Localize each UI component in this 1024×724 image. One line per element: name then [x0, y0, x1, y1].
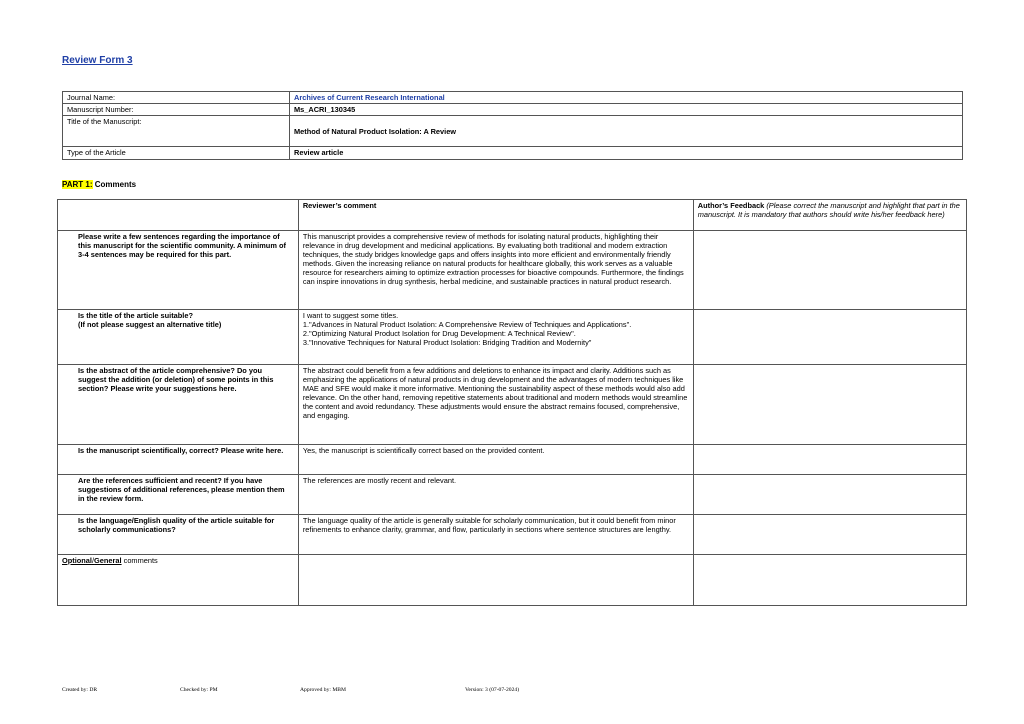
optional-label: Optional: [62, 556, 92, 565]
meta-row-journal: [63, 92, 963, 104]
meta-row-title: [63, 116, 963, 147]
reviewer-comment-header: [298, 200, 693, 231]
reviewer-comment-cell: The abstract could benefit from a few additions and deletions to enhance its impact and clarity. Additions such as emphasizing the applications of natural products in drug development and the advantages of modern techniques like MAE and SFE would make it more informative. Mentioning the sustainability aspect of these methods would also add relevance. On the other hand, removing repetitive statements about traditional and modern methods would streamline the content and avoid redundancy. These adjustments would ensure the abstract remains focused, comprehensive, and engaging.: [298, 365, 693, 445]
table-row: [58, 445, 967, 475]
table-row: [58, 310, 967, 365]
author-feedback-cell[interactable]: [693, 555, 966, 606]
question-cell: [58, 310, 299, 365]
meta-row-type: [63, 147, 963, 160]
question-cell: Is the language/English quality of the article suitable for scholarly communications?: [58, 515, 299, 555]
footer-version: Version: 3 (07-07-2024): [465, 687, 520, 693]
question-cell: Is the manuscript scientifically, correct? Please write here.: [58, 445, 299, 475]
optional-comments-row: [58, 555, 967, 606]
table-row: [58, 515, 967, 555]
header-blank-cell: [58, 200, 299, 231]
manuscript-info-table: [62, 91, 963, 160]
comments-label: comments: [121, 556, 158, 565]
author-feedback-cell[interactable]: [693, 310, 966, 365]
reviewer-comment-cell: Yes, the manuscript is scientifically correct based on the provided content.: [298, 445, 693, 475]
meta-row-manuscript-number: [63, 104, 963, 116]
manuscript-title-text: Method of Natural Product Isolation: A Review: [294, 126, 457, 136]
general-label: General: [94, 556, 122, 565]
author-feedback-header-bold: Author’s Feedback: [697, 201, 765, 210]
part-heading: [62, 180, 136, 189]
meta-label: Journal Name:: [63, 92, 290, 104]
table-row: [58, 231, 967, 310]
comments-table: [57, 199, 967, 606]
reviewer-comment-cell: [298, 310, 693, 365]
meta-label: Manuscript Number:: [63, 104, 290, 116]
reviewer-comment-cell: The language quality of the article is generally suitable for scholarly communication, but it could benefit from minor refinements to enhance clarity, grammar, and flow, particularly in sections where sentence structures are lengthy.: [298, 515, 693, 555]
table-row: [58, 475, 967, 515]
journal-name-value: Archives of Current Research International: [290, 92, 963, 104]
comments-header-row: [58, 200, 967, 231]
question-cell: Is the abstract of the article comprehensive? Do you suggest the addition (or deletion) of some points in this section? Please write your suggestions here.: [58, 365, 299, 445]
meta-label: Title of the Manuscript:: [63, 116, 290, 147]
comment-line: 3."Innovative Techniques for Natural Product Isolation: Bridging Tradition and Modernity": [302, 338, 592, 347]
author-feedback-cell[interactable]: [693, 231, 966, 310]
author-feedback-header: [693, 200, 966, 231]
footer-approved-by: Approved by: MBM: [300, 687, 346, 693]
part-title: Comments: [92, 180, 137, 189]
manuscript-number-value: Ms_ACRI_130345: [290, 104, 963, 116]
author-feedback-cell[interactable]: [693, 365, 966, 445]
meta-label: Type of the Article: [63, 147, 290, 160]
comment-line: 1."Advances in Natural Product Isolation: A Comprehensive Review of Techniques and Applications".: [302, 320, 632, 329]
footer-checked-by: Checked by: PM: [180, 687, 218, 693]
author-feedback-cell[interactable]: [693, 515, 966, 555]
question-line: Is the title of the article suitable?: [78, 311, 193, 320]
footer-created-by: Created by: DR: [62, 687, 98, 693]
form-title: Review Form 3: [62, 55, 133, 66]
optional-comments-label: [58, 555, 299, 606]
optional-sep: /: [91, 556, 95, 565]
comment-line: 2."Optimizing Natural Product Isolation for Drug Development: A Technical Review".: [302, 329, 576, 338]
comment-line: I want to suggest some titles.: [302, 311, 399, 320]
manuscript-title-value: [290, 116, 963, 147]
table-row: [58, 365, 967, 445]
question-line: (If not please suggest an alternative title): [78, 320, 222, 329]
reviewer-comment-cell: This manuscript provides a comprehensive review of methods for isolating natural products, highlighting their relevance in drug development and medicinal applications. By evaluating both traditional and modern extraction techniques, the study bridges knowledge gaps and offers insights into more efficient and environmentally friendly methods. Given the increasing reliance on natural products for healthcare globally, this work serves as a valuable resource for researchers aiming to optimize extraction processes for bioactive compounds. Furthermore, the findings can inspire innovations in drug synthesis, herbal medicine, and sustainable practices in natural product research.: [298, 231, 693, 310]
question-cell: Are the references sufficient and recent? If you have suggestions of additional references, please mention them in the review form.: [58, 475, 299, 515]
author-feedback-cell[interactable]: [693, 475, 966, 515]
author-feedback-header-note: (Please correct the manuscript and highlight that part in the manuscript. It is mandatory that authors should write his/her feedback here): [697, 201, 960, 219]
optional-comment-cell[interactable]: [298, 555, 693, 606]
part-label: PART 1:: [62, 180, 93, 189]
question-cell: Please write a few sentences regarding the importance of this manuscript for the scientific community. A minimum of 3-4 sentences may be required for this part.: [58, 231, 299, 310]
author-feedback-cell[interactable]: [693, 445, 966, 475]
reviewer-comment-header-text: Reviewer’s comment: [302, 201, 377, 210]
reviewer-comment-cell: The references are mostly recent and relevant.: [298, 475, 693, 515]
article-type-value: Review article: [290, 147, 963, 160]
